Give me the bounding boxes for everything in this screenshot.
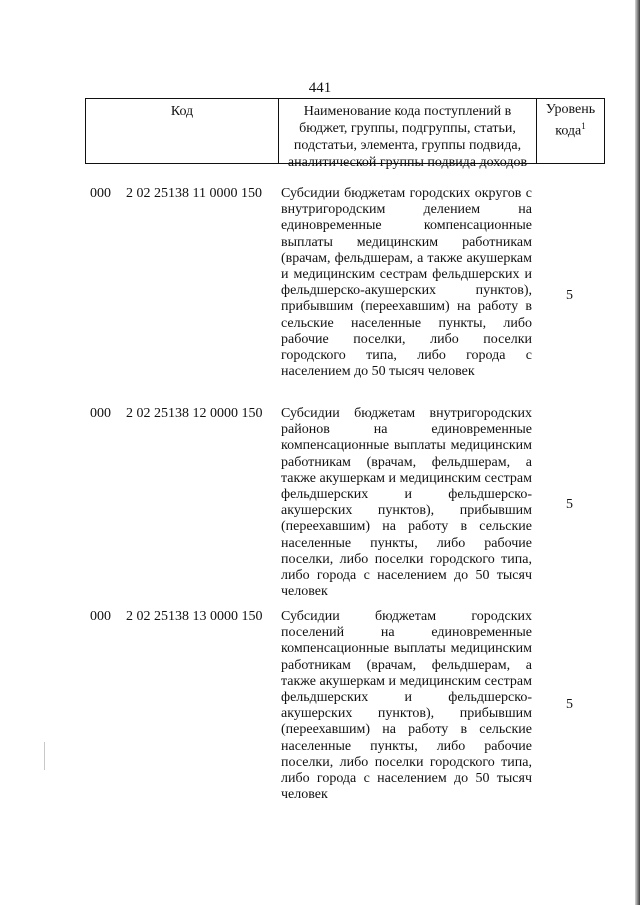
header-level-label: Уровень кода [545, 102, 596, 139]
code-level: 5 [566, 288, 573, 303]
page-number: 441 [308, 80, 332, 96]
table-header [85, 98, 605, 170]
scan-mark [44, 742, 45, 770]
code-level: 5 [566, 497, 573, 512]
income-description: Субсидии бюджетам городских поселений на единовременные компенсационные выплаты медицинским работникам (врачам, фельдшерам, а также акушеркам и медицинским сестрам фельдшерских и фельдшерско-акушерских пунктов), прибывшим (переехавшим) на работу в сельские населенные пункты, либо рабочие поселки, либо поселки городского типа, либо города с населением до 50 тысяч человек [281, 609, 532, 803]
header-code-column: Код [86, 99, 279, 163]
code-level: 5 [566, 697, 573, 712]
footnote-marker: 1 [581, 121, 586, 131]
admin-code: 000 [90, 609, 111, 624]
page-edge-shadow [635, 0, 640, 905]
income-description: Субсидии бюджетам внутригородских районов на единовременные компенсационные выплаты медицинским работникам (врачам, фельдшерам, а также акушеркам и медицинским сестрам фельдшерских и фельдшерско-акушерских пунктов), прибывшим (переехавшим) на работу в сельские населенные пункты, либо рабочие поселки, либо поселки городского типа, либо города с населением до 50 тысяч человек [281, 406, 532, 600]
admin-code: 000 [90, 406, 111, 421]
income-code: 2 02 25138 13 0000 150 [126, 609, 263, 624]
header-level-column [537, 99, 604, 163]
header-name-column: Наименование кода поступлений в бюджет, группы, подгруппы, статьи, подстатьи, элемента, группы подвида, аналитической группы подвида доходов [279, 99, 537, 163]
income-description: Субсидии бюджетам городских округов с внутригородским делением на единовременные компенсационные выплаты медицинским работникам (врачам, фельдшерам, а также акушеркам и медицинским сестрам фельдшерских и фельдшерско-акушерских пунктов), прибывшим (переехавшим) на работу в сельские населенные пункты, либо рабочие поселки, либо поселки городского типа, либо города с населением до 50 тысяч человек [281, 186, 532, 380]
income-code: 2 02 25138 11 0000 150 [126, 186, 262, 201]
income-code: 2 02 25138 12 0000 150 [126, 406, 263, 421]
admin-code: 000 [90, 186, 111, 201]
